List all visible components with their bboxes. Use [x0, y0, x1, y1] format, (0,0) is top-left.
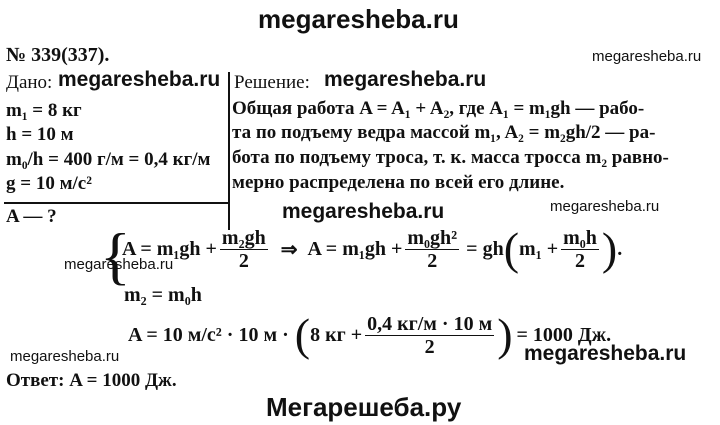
watermark-bottom: Мегарешеба.ру [266, 392, 462, 422]
watermark-lower-left: megaresheba.ru [10, 348, 120, 365]
paren-inner: m₁ + [519, 237, 559, 260]
fraction-density-num: m₀gh² [407, 226, 458, 249]
fraction-calc-den: 2 [424, 335, 435, 358]
given-find: A — ? [6, 206, 57, 227]
fraction-rope-num: m₂gh [221, 226, 266, 249]
calc-open-paren: ( [294, 309, 311, 360]
watermark-top: megaresheba.ru [258, 4, 459, 34]
solution-line-2: та по подъему ведра массой m₁, A₂ = m₂gh/2 — ра- [232, 122, 656, 143]
problem-number: № 339(337). [6, 44, 110, 66]
solution-line-3: бота по подъему троса, т. к. масса тросса m₂ равно- [232, 147, 669, 168]
given-line-gravity: g = 10 м/с² [6, 173, 92, 194]
calc-close-paren: ) [497, 309, 513, 360]
calc-part-a: A = 10 м/с² · 10 м · [128, 323, 289, 346]
fraction-half-mass-num: m₀h [563, 226, 597, 249]
fraction-rope-work [220, 227, 268, 272]
calc-result: = 1000 Дж. [516, 323, 612, 346]
watermark-mid-right: megaresheba.ru [550, 198, 660, 215]
given-divider-horizontal [4, 202, 230, 204]
fraction-half-mass-den: 2 [574, 249, 585, 272]
solution-label: Решение: [234, 72, 310, 93]
calc-inner: 8 кг + [310, 323, 363, 346]
open-paren: ( [503, 223, 520, 274]
implies-arrow: ⇒ [280, 238, 298, 261]
watermark-solution-header: megaresheba.ru [324, 68, 487, 91]
given-divider-vertical [228, 72, 230, 230]
given-line-mass: m₁ = 8 кг [6, 100, 82, 121]
watermark-top-right: megaresheba.ru [592, 48, 702, 65]
fraction-density-work [405, 227, 459, 272]
answer: Ответ: A = 1000 Дж. [6, 370, 177, 391]
system-brace: { [100, 220, 131, 291]
fraction-calc [365, 313, 494, 358]
system-equation-2: m₂ = m₀h [124, 284, 202, 306]
given-label: Дано: [6, 72, 53, 93]
sys-eq1-part-b: A = m₁gh + [307, 237, 403, 260]
watermark-lower-right: megaresheba.ru [524, 342, 687, 365]
solution-line-4: мерно распределена по всей его длине. [232, 172, 565, 193]
fraction-rope-den: 2 [238, 249, 249, 272]
fraction-density-den: 2 [427, 249, 438, 272]
watermark-left-system: megaresheba.ru [64, 256, 174, 273]
solution-line-1: Общая работа A = A₁ + A₂, где A₁ = m₁gh — рабо- [232, 98, 645, 119]
sys-eq1-part-a: A = m₁gh + [122, 237, 217, 260]
eq-gh: = gh [466, 237, 504, 260]
given-line-height: h = 10 м [6, 124, 74, 145]
watermark-given-header: megaresheba.ru [58, 68, 221, 91]
given-line-density: m₀/h = 400 г/м = 0,4 кг/м [6, 149, 211, 170]
fraction-calc-num: 0,4 кг/м · 10 м [367, 312, 493, 335]
system-equation-1 [122, 223, 623, 274]
equation-period: . [617, 237, 623, 260]
fraction-half-mass [561, 227, 599, 272]
close-paren: ) [601, 223, 618, 274]
watermark-mid-center: megaresheba.ru [282, 200, 445, 223]
